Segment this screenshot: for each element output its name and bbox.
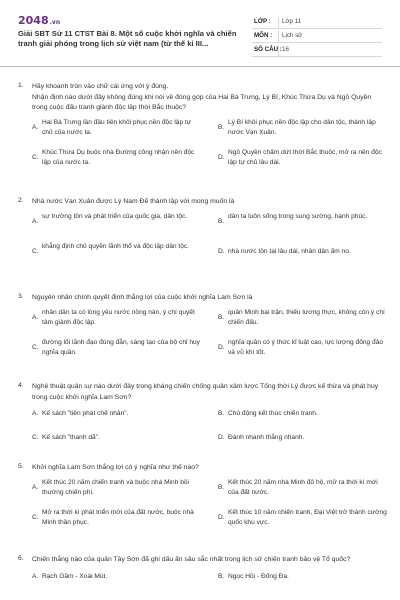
option-text: đường lối lãnh đạo đúng đắn, sáng tạo của bộ chỉ huy nghĩa quân. (42, 338, 200, 356)
option-text: Ngô Quyền chấm dứt thời Bắc thuộc, mở ra nền độc lập tự chủ lâu dài. (228, 148, 382, 166)
option-b[interactable] (218, 478, 388, 498)
option-text: Khúc Thừa Dụ buộc nhà Đường công nhận nền độc lập của nước ta. (42, 148, 195, 166)
option-a[interactable] (32, 478, 202, 498)
question-text: Hãy khoanh tròn vào chữ cái ứng với ý đúng. Nhận định nào dưới đây không đúng khi nói về đóng góp của Hai Bà Trưng, Lý Bí, Khúc Thừa Dụ và Ngô Quyền trong cuộc đấu tranh giành độc lập thời Bắc thuộc? (32, 83, 372, 111)
option-d[interactable] (218, 338, 388, 358)
options (32, 407, 388, 451)
info-row-subject (252, 30, 382, 44)
options (32, 570, 388, 584)
option-letter: D. (218, 153, 225, 161)
question-6 (18, 555, 388, 584)
option-c[interactable] (32, 433, 202, 443)
option-text: Mở ra thời kì phát triển mới của đất nước, buộc nhà Minh thần phục. (42, 508, 194, 526)
question-text: Nghệ thuật quân sự nào dưới đây trong kháng chiến chống quân xâm lược Tống thời Lý được kế thừa và phát huy trong cuộc khởi nghĩa Lam Sơn? (32, 383, 379, 401)
option-d[interactable] (218, 433, 388, 443)
option-letter: A. (32, 572, 39, 580)
option-b[interactable] (218, 308, 388, 328)
option-letter: C. (32, 153, 39, 161)
info-label: LỚP : (254, 18, 271, 25)
option-text: nhà nước tồn tại lâu dài, nhân dân ấm no. (228, 247, 351, 255)
option-a[interactable] (32, 308, 202, 328)
option-text: Kết thúc 20 năm nhà Minh đô hộ, mở ra thời kì mới của đất nước. (228, 478, 378, 496)
option-text: Ngọc Hồi - Đống Đa. (228, 572, 289, 580)
option-letter: C. (32, 247, 39, 255)
option-text: nhân dân ta có lòng yêu nước nồng nàn, ý chí quyết tâm giành độc lập. (42, 308, 195, 326)
question-number: 2. (18, 197, 24, 204)
info-label: MÔN : (254, 32, 273, 39)
info-underline (252, 28, 382, 29)
info-label: SỐ CÂU : (254, 46, 282, 53)
question-number: 5. (18, 463, 24, 470)
option-d[interactable] (218, 148, 388, 168)
option-d[interactable] (218, 508, 388, 528)
document-title: Giải SBT Sử 11 CTST Bài 8. Một số cuộc khởi nghĩa và chiến tranh giải phóng trong lịch sử việt nam (từ thế kỉ III... (18, 29, 237, 48)
option-letter: A. (32, 483, 39, 491)
options (32, 212, 388, 270)
header (0, 0, 400, 62)
question-number: 1. (18, 82, 24, 89)
option-letter: D. (218, 434, 225, 441)
options (32, 478, 388, 536)
info-row-class (252, 16, 382, 30)
option-letter: A. (32, 217, 39, 225)
option-letter: D. (218, 513, 225, 521)
option-c[interactable] (32, 242, 202, 255)
option-text: Kế sách "thanh dã". (42, 434, 100, 441)
info-value: Lịch sử (282, 32, 303, 39)
option-text: khẳng định chủ quyền lãnh thổ và độc lập dân tộc. (42, 242, 190, 250)
option-letter: A. (32, 313, 39, 321)
question-number: 4. (18, 382, 24, 389)
option-a[interactable] (32, 118, 202, 138)
option-letter: C. (32, 513, 39, 521)
option-letter: C. (32, 343, 39, 351)
option-text: Chủ động kết thúc chiến tranh. (228, 410, 318, 417)
option-a[interactable] (32, 409, 202, 419)
option-text: Kết thúc 10 năm chiến tranh, Đại Việt trở thành cường quốc khu vực. (228, 508, 387, 526)
question-3 (18, 293, 388, 366)
logo-suffix: .vn (49, 19, 61, 26)
option-letter: B. (218, 572, 225, 580)
option-letter: A. (32, 410, 39, 417)
option-text: Kế sách "tiên phát chế nhân". (42, 410, 129, 417)
option-b[interactable] (218, 409, 388, 419)
question-text: Nguyên nhân chính quyết định thắng lợi của cuộc khởi nghĩa Lam Sơn là (32, 294, 253, 301)
option-text: sự trường tồn và phát triển của quốc gia, dân tộc. (42, 212, 188, 220)
option-letter: B. (218, 410, 225, 417)
question-text: Nhà nước Vạn Xuân được Lý Nam Đế thành lập với mong muốn là (32, 198, 235, 205)
question-text: Khởi nghĩa Lam Sơn thắng lợi có ý nghĩa như thế nào? (32, 464, 199, 471)
info-value: 16 (282, 46, 289, 53)
question-text: Chiến thắng nào của quân Tây Sơn đã ghi dấu ấn sâu sắc nhất trong lịch sử chiến tranh bảo vệ Tổ quốc? (32, 556, 351, 563)
option-d[interactable] (218, 247, 388, 257)
option-letter: C. (32, 434, 39, 441)
logo-text: 2048 (18, 14, 49, 27)
option-text: Hai Bà Trưng lần đầu tiên khôi phục nền độc lập tự chủ của nước ta. (42, 118, 192, 136)
info-row-count (252, 44, 382, 58)
info-value: Lớp 11 (282, 18, 302, 25)
option-a[interactable] (32, 572, 202, 582)
option-text: nghĩa quân có ý thức kỉ luật cao, lực lượng đông đảo và vũ khí tốt. (228, 338, 384, 356)
option-a[interactable] (32, 212, 202, 225)
question-number: 3. (18, 293, 24, 300)
option-letter: D. (218, 343, 225, 351)
option-letter: B. (218, 123, 225, 131)
option-b[interactable] (218, 572, 388, 582)
option-c[interactable] (32, 338, 202, 358)
question-4 (18, 382, 388, 451)
option-text: Lý Bí khôi phục nền độc lập cho dân tộc, thành lập nước Vạn Xuân. (228, 118, 376, 136)
option-text: quân Minh bại trận, thiếu lương thực, không còn ý chí chiến đấu. (228, 308, 385, 326)
site-logo[interactable] (18, 14, 60, 27)
option-text: Kết thúc 20 năm chiến tranh và buộc nhà Minh bồi thường chiến phí. (42, 478, 189, 496)
option-c[interactable] (32, 148, 202, 168)
question-number: 6. (18, 555, 24, 562)
option-c[interactable] (32, 508, 202, 528)
info-underline (252, 56, 382, 57)
option-text: Rạch Gầm - Xoài Mút. (42, 572, 108, 580)
option-b[interactable] (218, 118, 388, 138)
option-text: dân ta luôn sống trong sung sướng, hạnh phúc. (228, 212, 368, 220)
question-1 (18, 82, 388, 178)
header-divider (0, 66, 400, 67)
option-letter: B. (218, 313, 225, 321)
question-5 (18, 463, 388, 536)
option-text: Đánh nhanh thắng nhanh. (228, 434, 305, 441)
option-letter: B. (218, 217, 225, 225)
option-letter: D. (218, 247, 225, 255)
info-panel (252, 16, 382, 58)
options (32, 308, 388, 366)
option-letter: A. (32, 123, 39, 131)
option-letter: B. (218, 483, 225, 491)
info-underline (252, 42, 382, 43)
option-b[interactable] (218, 212, 388, 225)
options (32, 118, 388, 178)
question-2 (18, 197, 388, 270)
